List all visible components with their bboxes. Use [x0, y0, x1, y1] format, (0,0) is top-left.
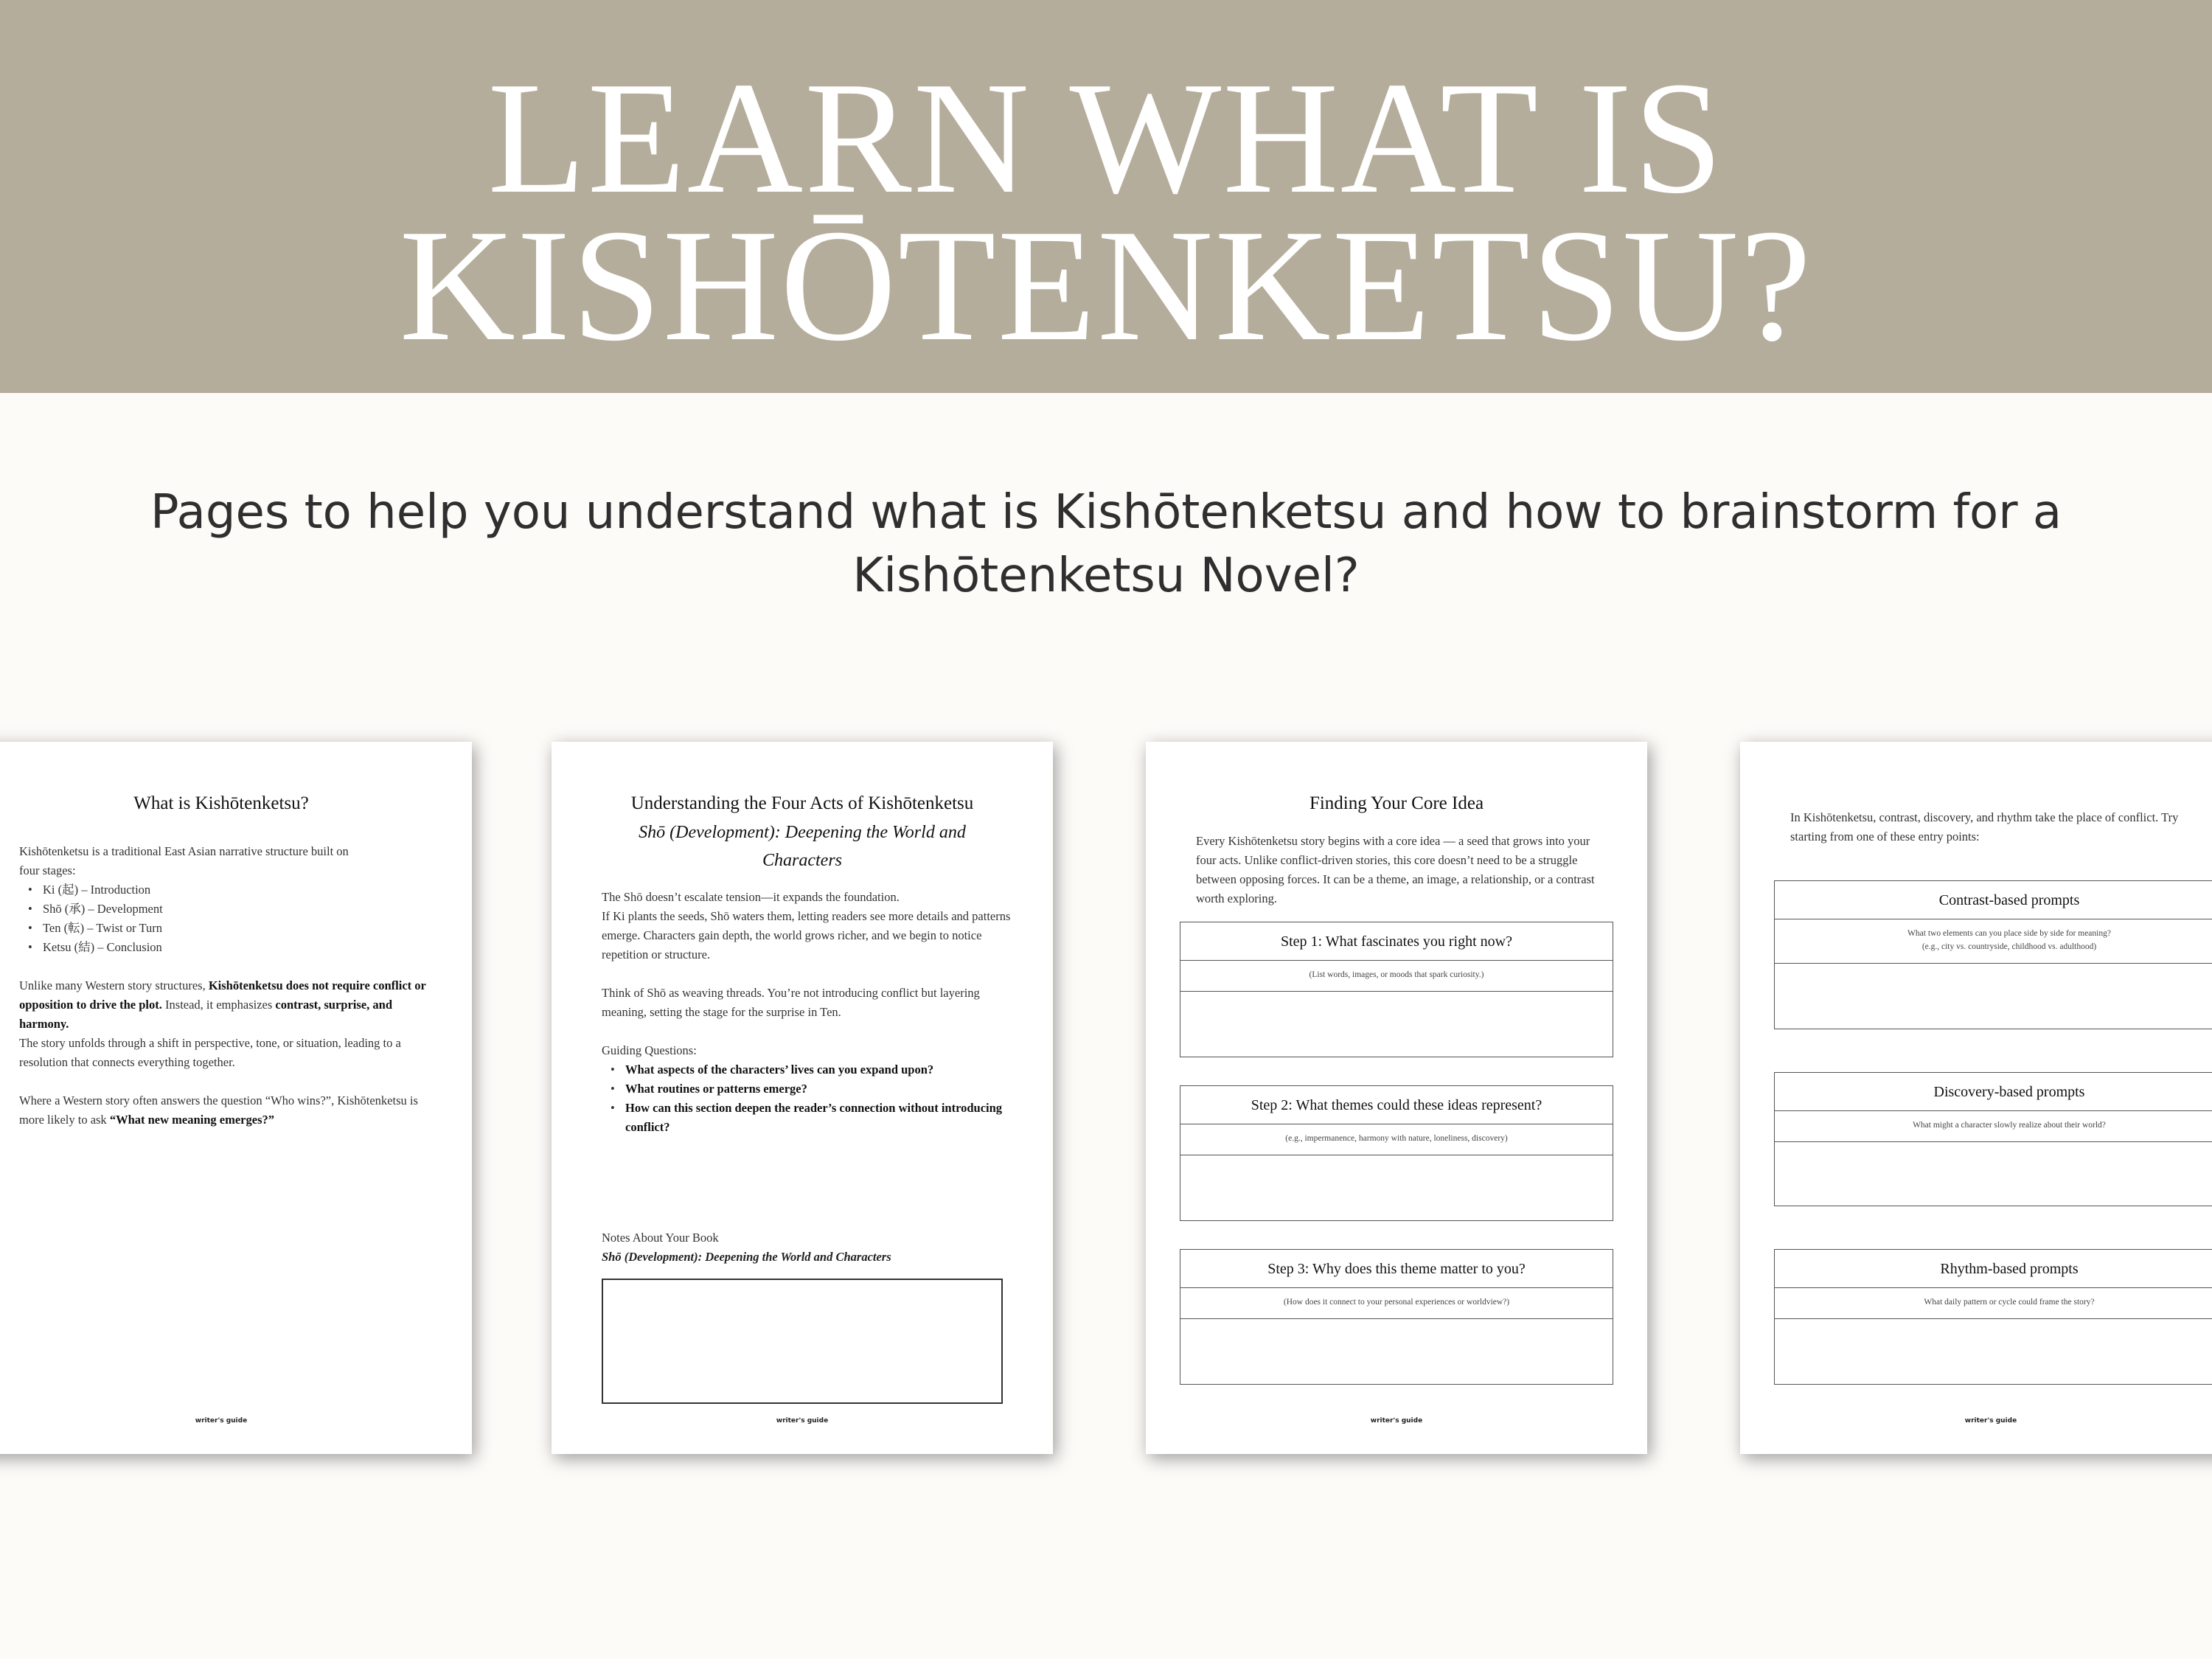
page-body [1790, 808, 2200, 846]
preview-page-core-idea [1146, 742, 1647, 1454]
list-item: • Ten (転) – Twist or Turn [19, 919, 439, 938]
step-hint: (e.g., impermanence, harmony with nature, loneliness, discovery) [1180, 1124, 1613, 1155]
page-body [1196, 832, 1606, 908]
intro-line: four stages: [19, 863, 76, 877]
list-item: • How can this section deepen the reader’s connection without introducing conflict? [602, 1099, 1012, 1137]
notes-label-block [602, 1228, 1012, 1267]
page-subtitle-italic: Shō (Development): Deepening the World and Characters [639, 823, 966, 870]
prompt-title: Discovery-based prompts [1775, 1073, 2212, 1111]
header-banner [0, 0, 2212, 393]
prompt-hint: What two elements can you place side by side for meaning? (e.g., city vs. countryside, childhood vs. adulthood) [1775, 919, 2212, 964]
list-item: • Ki (起) – Introduction [19, 880, 439, 900]
paragraph: Think of Shō as weaving threads. You’re not introducing conflict but layering meaning, setting the stage for the surprise in Ten. [602, 986, 980, 1019]
list-item: • What aspects of the characters’ lives can you expand upon? [602, 1060, 1012, 1079]
step-box [1180, 922, 1613, 1057]
prompt-box [1774, 880, 2212, 1029]
subtitle-line1: Pages to help you understand what is Kishōtenketsu and how to brainstorm for a [150, 485, 2062, 540]
questions-heading: Guiding Questions: [602, 1043, 697, 1057]
preview-page-what-is [0, 742, 472, 1454]
page-title: Understanding the Four Acts of Kishōtenketsu [630, 793, 974, 813]
paragraph: The Shō doesn’t escalate tension—it expands the foundation. [602, 890, 900, 904]
page-title: Finding Your Core Idea [1309, 793, 1484, 813]
page-footer: writer's guide [1964, 1417, 2017, 1425]
prompt-box [1774, 1249, 2212, 1385]
prompt-hint: What daily pattern or cycle could frame the story? [1775, 1288, 2212, 1319]
subtitle-line2: Kishōtenketsu Novel? [852, 549, 1360, 603]
prompt-hint: What might a character slowly realize about their world? [1775, 1111, 2212, 1142]
step-title: Step 2: What themes could these ideas represent? [1180, 1086, 1613, 1124]
list-item: • What routines or patterns emerge? [602, 1079, 1012, 1099]
prompt-box [1774, 1072, 2212, 1206]
page-body [602, 888, 1012, 1137]
page-body [19, 842, 439, 1130]
step-title: Step 1: What fascinates you right now? [1180, 922, 1613, 961]
notes-label: Notes About Your Book [602, 1231, 719, 1245]
page-subtitle [111, 481, 2101, 608]
step-hint: (List words, images, or moods that spark curiosity.) [1180, 961, 1613, 992]
paragraph: Unlike many Western story structures, Kishōtenketsu does not require conflict or opposition to drive the plot. Instead, it emphasizes contrast, surprise, and harmony. [19, 978, 426, 1031]
banner-title-line1: LEARN WHAT IS [487, 49, 1725, 227]
list-item: • Shō (承) – Development [19, 900, 439, 919]
paragraph: Every Kishōtenketsu story begins with a core idea — a seed that grows into your four acts. Unlike conflict-driven stories, this core doesn’t need to be a struggle between opposing forces. It can be a theme, an image, a relationship, or a contrast worth exploring. [1196, 834, 1595, 905]
page-footer: writer's guide [195, 1417, 248, 1425]
step-box [1180, 1085, 1613, 1221]
intro-line: Kishōtenketsu is a traditional East Asian narrative structure built on [19, 844, 349, 858]
question-list [602, 1060, 1012, 1137]
banner-title-line2: KISHŌTENKETSU? [399, 197, 1813, 375]
prompt-title: Rhythm-based prompts [1775, 1250, 2212, 1288]
step-box [1180, 1249, 1613, 1385]
step-title: Step 3: Why does this theme matter to you? [1180, 1250, 1613, 1288]
page-footer: writer's guide [776, 1417, 829, 1425]
notes-sub: Shō (Development): Deepening the World and Characters [602, 1250, 891, 1264]
prompt-title: Contrast-based prompts [1775, 881, 2212, 919]
banner-title [0, 49, 2212, 375]
stage-list [19, 880, 439, 957]
list-item: • Ketsu (結) – Conclusion [19, 938, 439, 957]
notes-box[interactable] [602, 1279, 1003, 1404]
preview-page-prompts [1740, 742, 2212, 1454]
preview-page-four-acts [552, 742, 1053, 1454]
page-footer: writer's guide [1370, 1417, 1423, 1425]
paragraph: The story unfolds through a shift in perspective, tone, or situation, leading to a resolution that connects everything together. [19, 1036, 401, 1069]
paragraph: In Kishōtenketsu, contrast, discovery, and rhythm take the place of conflict. Try starting from one of these entry points: [1790, 810, 2179, 844]
paragraph: If Ki plants the seeds, Shō waters them, letting readers see more details and patterns emerge. Characters gain depth, the world grows richer, and we begin to notice repetition or structure. [602, 909, 1011, 961]
page-title: What is Kishōtenketsu? [133, 793, 309, 813]
step-hint: (How does it connect to your personal experiences or worldview?) [1180, 1288, 1613, 1319]
paragraph: Where a Western story often answers the question “Who wins?”, Kishōtenketsu is more likely to ask “What new meaning emerges?” [19, 1093, 418, 1127]
